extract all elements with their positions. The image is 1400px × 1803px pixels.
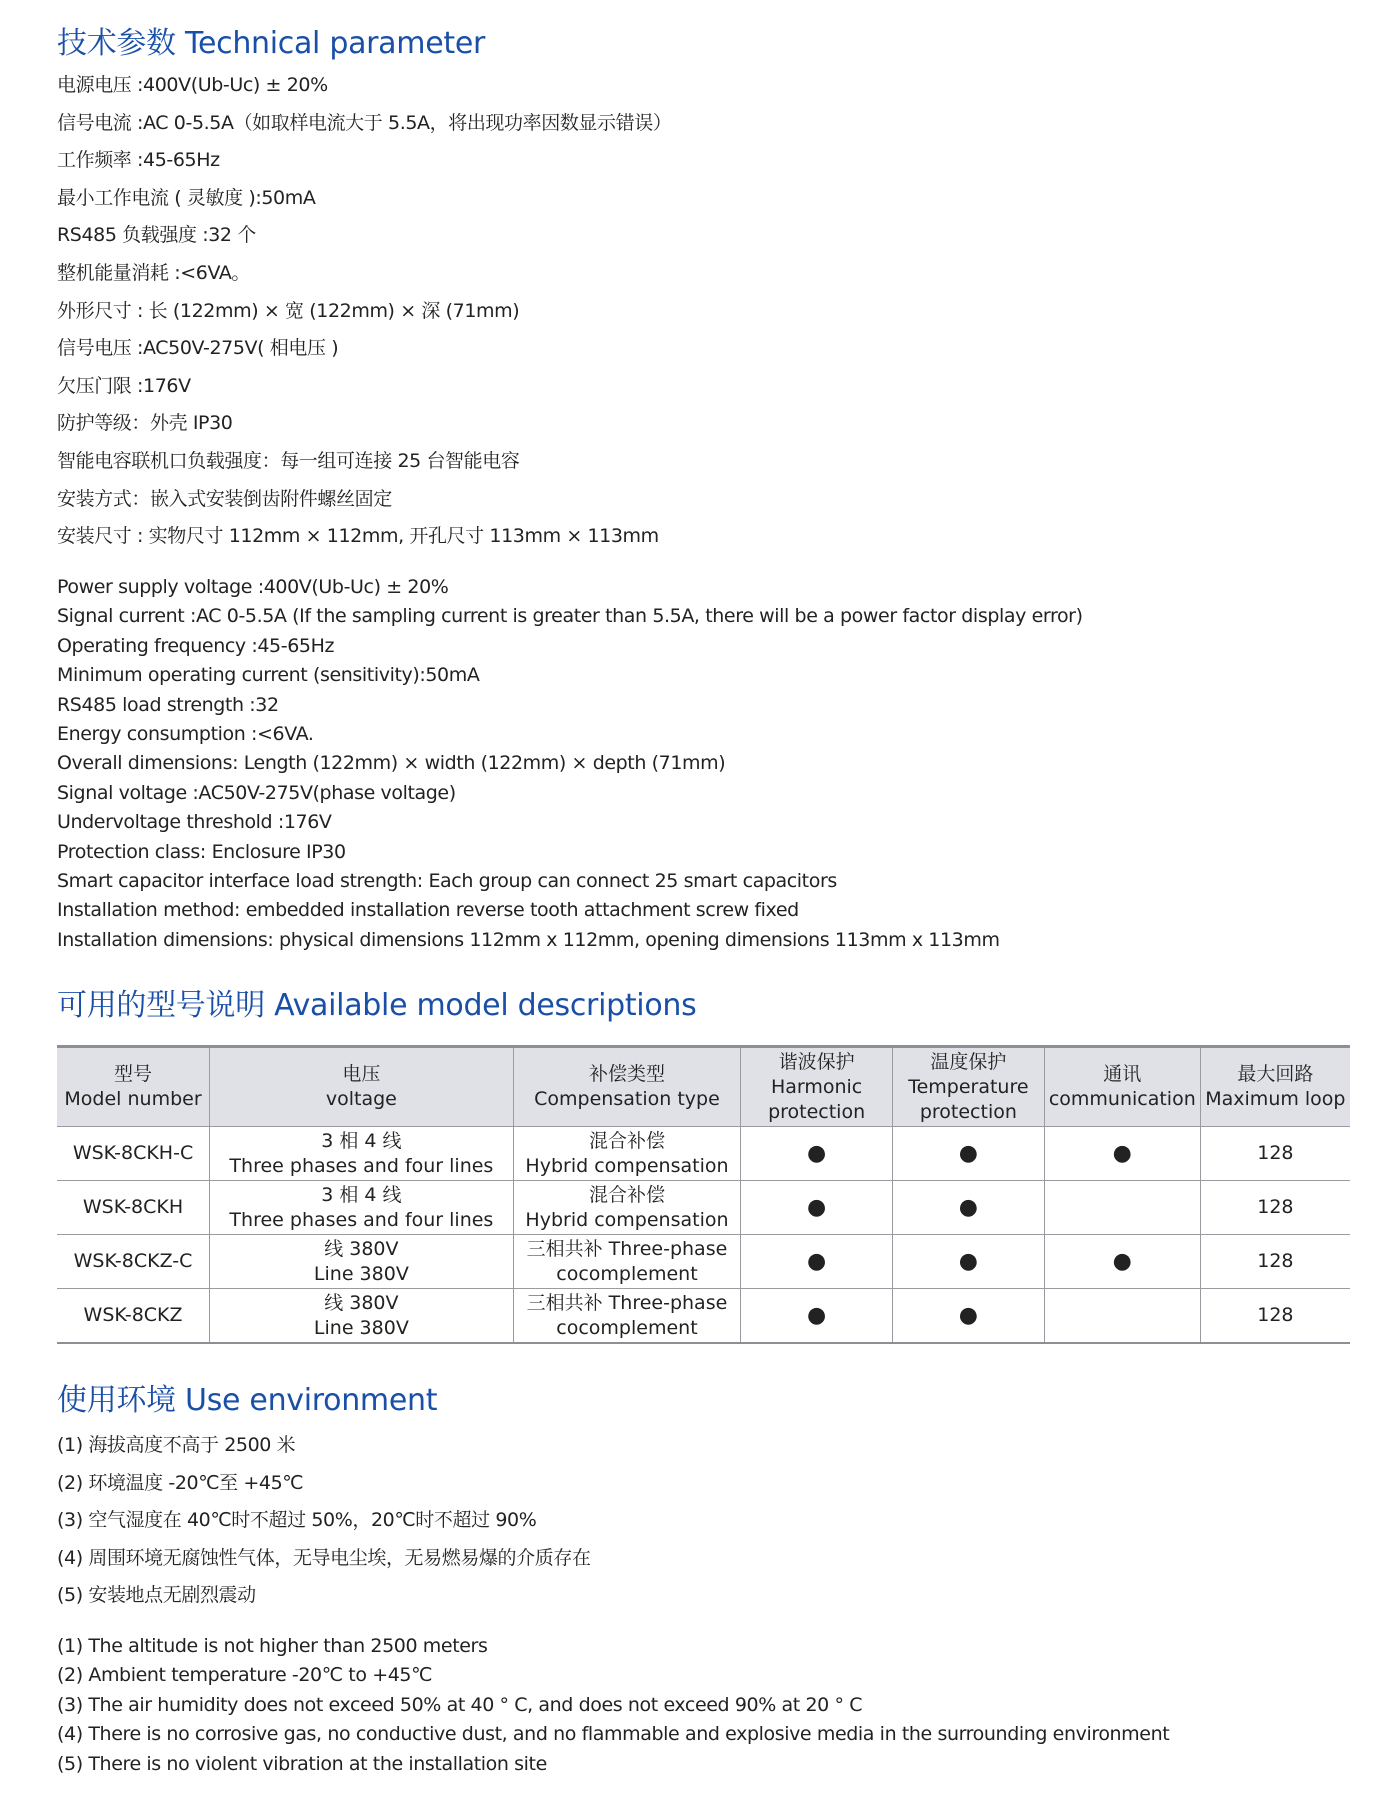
cell-voltage-cn: 线 380V [324, 1291, 399, 1314]
param-cn-item: 安装方式：嵌入式安装倒齿附件螺丝固定 [57, 487, 392, 510]
param-cn-item: 外形尺寸 : 长 (122mm) × 宽 (122mm) × 深 (71mm) [57, 299, 520, 322]
env-en-item: (2) Ambient temperature -20℃ to +45℃ [57, 1664, 433, 1687]
header-max-loop [1200, 1047, 1350, 1127]
cell-harmonic-dot: ● [741, 1289, 893, 1344]
cell-communication-dot [1044, 1289, 1200, 1344]
param-cn-item: 信号电压 :AC50V-275V( 相电压 ) [57, 337, 339, 360]
cell-temperature-dot: ● [892, 1235, 1044, 1289]
param-cn-item: 整机能量消耗 :<6VA。 [57, 261, 251, 284]
cell-communication-dot: ● [1044, 1235, 1200, 1289]
cell-voltage-en: Line 380V [313, 1262, 409, 1285]
param-en-item: Signal voltage :AC50V-275V(phase voltage) [57, 781, 456, 804]
cell-model: WSK-8CKZ-C [57, 1235, 210, 1289]
technical-parameter-heading: 技术参数 Technical parameter [57, 26, 486, 61]
cell-model: WSK-8CKH-C [57, 1127, 210, 1181]
cell-voltage-en: Three phases and four lines [229, 1154, 494, 1177]
env-cn-item: (4) 周围环境无腐蚀性气体，无导电尘埃，无易燃易爆的介质存在 [57, 1546, 591, 1569]
header-harmonic-en2: protection [768, 1100, 866, 1123]
env-en-item: (4) There is no corrosive gas, no conductive dust, and no flammable and explosive media in the surrounding environment [57, 1723, 1170, 1746]
env-en-list [57, 1632, 1169, 1779]
header-communication-cn: 通讯 [1103, 1063, 1142, 1085]
param-en-item: Smart capacitor interface load strength: Each group can connect 25 smart capacitors [57, 869, 837, 892]
cell-compensation-cn: 三相共补 Three-phase [526, 1291, 728, 1314]
table-header-row [57, 1047, 1350, 1127]
header-max-loop-cn: 最大回路 [1237, 1063, 1314, 1085]
cell-temperature-dot: ● [892, 1181, 1044, 1235]
header-voltage [210, 1047, 514, 1127]
cell-compensation [513, 1127, 741, 1181]
cell-voltage-en: Three phases and four lines [229, 1208, 494, 1231]
param-cn-item: 安装尺寸 : 实物尺寸 112mm × 112mm, 开孔尺寸 113mm × 113mm [57, 525, 659, 548]
cell-max-loop: 128 [1200, 1181, 1350, 1235]
use-environment-heading: 使用环境 Use environment [57, 1383, 438, 1418]
cell-compensation-en: Hybrid compensation [525, 1208, 729, 1231]
param-cn-item: 欠压门限 :176V [57, 374, 191, 397]
cell-compensation [513, 1181, 741, 1235]
env-en-item: (1) The altitude is not higher than 2500 meters [57, 1635, 488, 1657]
cell-compensation-en: cocomplement [556, 1262, 698, 1285]
cell-communication-dot [1044, 1181, 1200, 1235]
env-cn-item: (1) 海拔高度不高于 2500 米 [57, 1434, 296, 1456]
header-harmonic-en: Harmonic [770, 1075, 863, 1098]
table-row [57, 1235, 1350, 1289]
cell-model: WSK-8CKZ [57, 1289, 210, 1344]
header-communication [1044, 1047, 1200, 1127]
params-en-list [57, 573, 1083, 955]
header-model [57, 1047, 210, 1127]
param-cn-item: 防护等级：外壳 IP30 [57, 412, 233, 435]
env-cn-list [57, 1430, 591, 1618]
param-en-item: Undervoltage threshold :176V [57, 811, 332, 834]
cell-voltage [210, 1235, 514, 1289]
env-cn-item: (2) 环境温度 -20℃至 +45℃ [57, 1471, 304, 1494]
param-cn-item: RS485 负载强度 :32 个 [57, 224, 256, 247]
cell-harmonic-dot: ● [741, 1235, 893, 1289]
cell-voltage-cn: 3 相 4 线 [321, 1129, 402, 1152]
cell-compensation-en: Hybrid compensation [525, 1154, 729, 1177]
header-voltage-en: voltage [325, 1088, 397, 1110]
cell-max-loop: 128 [1200, 1289, 1350, 1344]
header-max-loop-en: Maximum loop [1205, 1088, 1346, 1110]
param-cn-item: 工作频率 :45-65Hz [57, 149, 220, 172]
cell-communication-dot: ● [1044, 1127, 1200, 1181]
param-en-item: Installation dimensions: physical dimensions 112mm x 112mm, opening dimensions 113mm x 113mm [57, 928, 1000, 951]
cell-harmonic-dot: ● [741, 1127, 893, 1181]
cell-compensation-cn: 混合补偿 [588, 1129, 665, 1152]
model-table [57, 1045, 1350, 1344]
param-en-item: Minimum operating current (sensitivity):50mA [57, 664, 480, 687]
header-temperature-en2: protection [919, 1100, 1017, 1123]
header-temperature-en: Temperature [908, 1075, 1029, 1098]
cell-voltage-cn: 线 380V [324, 1237, 399, 1260]
param-en-item: Signal current :AC 0-5.5A (If the sampling current is greater than 5.5A, there will be a power factor display error) [57, 605, 1083, 628]
cell-voltage [210, 1127, 514, 1181]
env-en-item: (3) The air humidity does not exceed 50% at 40 ° C, and does not exceed 90% at 20 ° C [57, 1693, 863, 1716]
model-descriptions-heading: 可用的型号说明 Available model descriptions [57, 988, 697, 1023]
param-en-item: Power supply voltage :400V(Ub-Uc) ± 20% [57, 576, 449, 598]
param-en-item: Protection class: Enclosure IP30 [57, 840, 346, 863]
param-cn-item: 最小工作电流 ( 灵敏度 ):50mA [57, 186, 316, 209]
table-row [57, 1289, 1350, 1344]
header-temperature-cn: 温度保护 [930, 1050, 1007, 1073]
cell-voltage-en: Line 380V [313, 1316, 409, 1339]
cell-voltage [210, 1181, 514, 1235]
header-harmonic [741, 1047, 893, 1127]
cell-harmonic-dot: ● [741, 1181, 893, 1235]
param-cn-item: 电源电压 :400V(Ub-Uc) ± 20% [57, 74, 328, 96]
cell-compensation-en: cocomplement [556, 1316, 698, 1339]
cell-max-loop: 128 [1200, 1127, 1350, 1181]
header-compensation-en: Compensation type [534, 1088, 720, 1110]
cell-compensation [513, 1235, 741, 1289]
header-temperature [892, 1047, 1044, 1127]
param-cn-item: 智能电容联机口负载强度：每一组可连接 25 台智能电容 [57, 449, 520, 472]
param-en-item: Installation method: embedded installation reverse tooth attachment screw fixed [57, 899, 799, 922]
param-en-item: RS485 load strength :32 [57, 693, 279, 716]
header-compensation-cn: 补偿类型 [588, 1063, 665, 1085]
cell-temperature-dot: ● [892, 1127, 1044, 1181]
param-en-item: Overall dimensions: Length (122mm) × width (122mm) × depth (71mm) [57, 752, 726, 775]
table-row [57, 1127, 1350, 1181]
params-cn-list [57, 70, 671, 559]
header-harmonic-cn: 谐波保护 [778, 1050, 855, 1073]
cell-voltage-cn: 3 相 4 线 [321, 1183, 402, 1206]
header-model-en: Model number [64, 1088, 202, 1110]
cell-model: WSK-8CKH [57, 1181, 210, 1235]
header-communication-en: communication [1048, 1088, 1196, 1110]
header-voltage-cn: 电压 [342, 1063, 381, 1085]
param-en-item: Operating frequency :45-65Hz [57, 634, 335, 657]
table-row [57, 1181, 1350, 1235]
env-cn-item: (5) 安装地点无剧烈震动 [57, 1584, 256, 1607]
env-cn-item: (3) 空气湿度在 40℃时不超过 50%，20℃时不超过 90% [57, 1509, 537, 1532]
param-cn-item: 信号电流 :AC 0-5.5A（如取样电流大于 5.5A，将出现功率因数显示错误） [57, 111, 672, 134]
param-en-item: Energy consumption :<6VA. [57, 722, 314, 745]
cell-max-loop: 128 [1200, 1235, 1350, 1289]
cell-compensation-cn: 三相共补 Three-phase [526, 1237, 728, 1260]
cell-voltage [210, 1289, 514, 1344]
cell-compensation [513, 1289, 741, 1344]
cell-temperature-dot: ● [892, 1289, 1044, 1344]
header-compensation [513, 1047, 741, 1127]
env-en-item: (5) There is no violent vibration at the installation site [57, 1752, 547, 1775]
header-model-cn: 型号 [114, 1063, 153, 1085]
cell-compensation-cn: 混合补偿 [588, 1183, 665, 1206]
